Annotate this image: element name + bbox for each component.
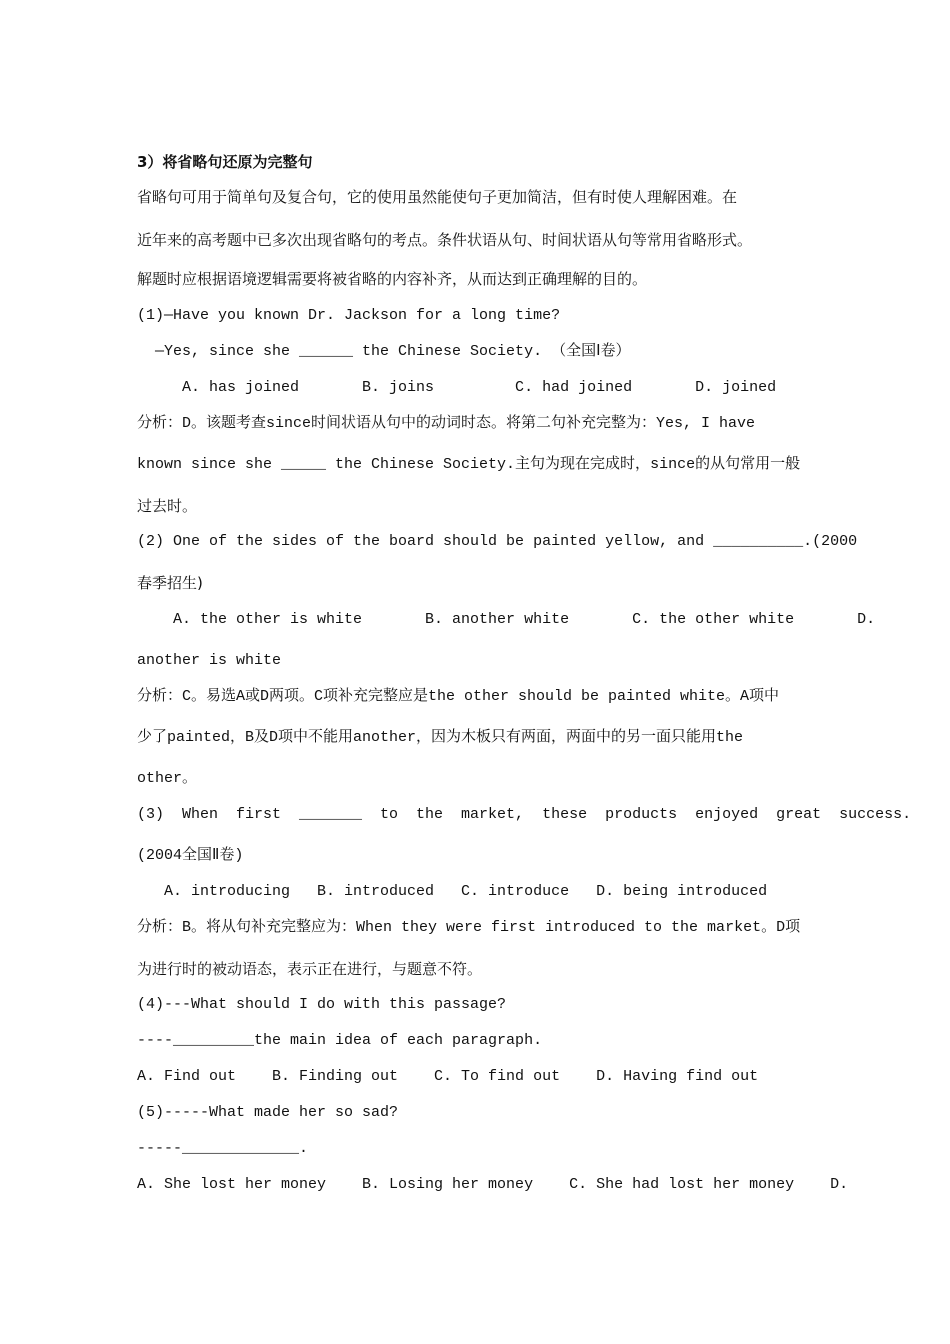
question-1-options: A. has joined B. joins C. had joined D. joined (137, 379, 777, 396)
question-5-options: A. She lost her money B. Losing her money C. She had lost her money D. (137, 1176, 849, 1193)
question-2-source: 春季招生) (137, 574, 203, 592)
question-2-options: A. the other is white B. another white C. the other white D. (137, 611, 876, 628)
intro-line: 解题时应根据语境逻辑需要将被省略的内容补齐，从而达到正确理解的目的。 (137, 270, 648, 288)
question-2-analysis: 分析：C。易选A或D两项。C项补充完整应是the other should be painted white。A项中 (137, 688, 780, 705)
question-4-prompt: (4)---What should I do with this passage? (137, 996, 507, 1013)
question-3-analysis: 为进行时的被动语态，表示正在进行，与题意不符。 (137, 960, 483, 978)
question-2-analysis: other。 (137, 770, 198, 787)
question-3-analysis: 分析：B。将从句补充完整应为：When they were first introduced to the market。D项 (137, 919, 801, 936)
question-3-prompt: (3) When first _______ to the market, these products enjoyed great success. (137, 806, 912, 823)
question-3-options: A. introducing B. introduced C. introduce D. being introduced (137, 883, 768, 900)
question-2-options: another is white (137, 652, 282, 669)
question-4-response: ----_________the main idea of each paragraph. (137, 1032, 543, 1049)
section-title: 3）将省略句还原为完整句 (137, 153, 313, 171)
question-1-analysis: 分析：D。该题考查since时间状语从句中的动词时态。将第二句补充完整为：Yes, I have (137, 415, 756, 432)
question-5-response: -----_____________. (137, 1140, 309, 1157)
question-1-prompt: (1)—Have you known Dr. Jackson for a long time? (137, 307, 561, 324)
question-2-analysis: 少了painted，B及D项中不能用another，因为木板只有两面，两面中的另一面只能用the (137, 729, 744, 746)
intro-line: 近年来的高考题中已多次出现省略句的考点。条件状语从句、时间状语从句等常用省略形式。 (137, 231, 753, 249)
question-1-analysis: known since she _____ the Chinese Society.主句为现在完成时，since的从句常用一般 (137, 456, 801, 473)
question-1-response: —Yes, since she ______ the Chinese Society. （全国Ⅰ卷） (137, 343, 631, 360)
question-2-prompt: (2) One of the sides of the board should be painted yellow, and __________.(2000 (137, 533, 858, 550)
question-1-analysis: 过去时。 (137, 497, 198, 515)
question-5-prompt: (5)-----What made her so sad? (137, 1104, 399, 1121)
intro-line: 省略句可用于简单句及复合句，它的使用虽然能使句子更加简洁，但有时使人理解困难。在 (137, 188, 738, 206)
question-4-options: A. Find out B. Finding out C. To find out D. Having find out (137, 1068, 759, 1085)
question-3-source: (2004全国Ⅱ卷) (137, 847, 244, 864)
